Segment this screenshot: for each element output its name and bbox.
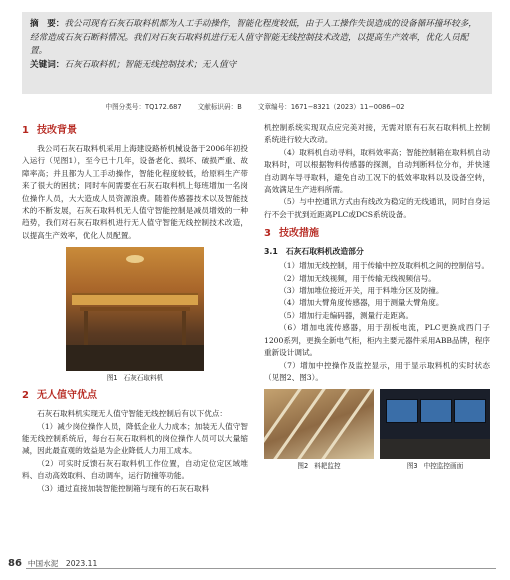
subsection-3-1-title: 石灰石取料机改造部分 xyxy=(285,247,364,257)
section-3-item-6: （6）增加电流传感器，用于刮板电流，PLC更换成西门子1200系列，更换全新电气柜，柜内主要元器件采用ABB品牌，程序重新设计调试。 xyxy=(264,323,490,358)
section-2-item-4: （4）取料机自动寻料，取料效率高；智能控制箱在取料机自动取料时，可以根据物料传感器的探测，自动判断料位分布，并快速自动调车导寻取料，避免自动工况下的低效率取料以及设备空转，高效满足生产进料所需。 xyxy=(264,147,490,195)
monitor-screen xyxy=(386,399,418,423)
section-2-number: 2 xyxy=(22,390,29,402)
figure-1-title: 石灰石取料机 xyxy=(123,374,164,383)
figure-1-caption xyxy=(22,373,248,383)
section-2-item-2: （2）可实时反馈石灰石取料机工作位置，自动定位定区域堆料、自动高效取料、自动调车，运行防撞等功能。 xyxy=(22,458,248,481)
monitor-screen xyxy=(420,399,452,423)
stockpile-floor xyxy=(66,345,204,371)
section-2-intro: 石灰石取料机实现无人值守智能无线控制后有以下优点： xyxy=(37,409,228,419)
article-meta xyxy=(0,101,510,111)
section-2-heading xyxy=(22,389,248,403)
section-2-item-5: （5）与中控通讯方式由有线改为稳定的无线通讯，同时自身运行不会干扰到近距离PLC或DCS系统设备。 xyxy=(264,197,490,219)
keywords-text: 石灰石取料机；智能无线控制技术；无人值守 xyxy=(64,59,237,70)
keywords-label: 关键词： xyxy=(30,59,65,70)
section-3-item-4: （4）增加大臂角度传感器，用于测量大臂角度。 xyxy=(279,298,444,308)
abstract-label: 摘 要： xyxy=(30,19,65,29)
section-3-heading xyxy=(264,227,490,241)
figure-3-title: 中控监控画面 xyxy=(423,462,464,471)
section-2-title: 无人值守优点 xyxy=(36,390,97,402)
abstract-paragraph xyxy=(30,18,484,59)
monitor-screen xyxy=(454,399,486,423)
figures-2-3-row xyxy=(264,389,490,459)
figures-2-3-captions xyxy=(264,461,490,471)
figure-2-image xyxy=(264,389,374,459)
page-footer xyxy=(8,558,97,569)
section-2-item-3: （3）通过直接加装智能控制箱与现有的石灰石取料 xyxy=(37,483,210,493)
figure-1-image xyxy=(66,247,204,371)
section-3-title: 技改措施 xyxy=(278,228,319,240)
figure-1-number: 图1 xyxy=(106,374,118,383)
rake-rib xyxy=(296,389,350,459)
page-number: 86 xyxy=(8,558,22,569)
figure-2-caption xyxy=(264,461,374,471)
figure-3-number: 图3 xyxy=(406,462,418,471)
article-number: 文章编号：1671−8321（2023）11−0086−02 xyxy=(257,103,405,111)
figure-3-caption xyxy=(380,461,490,471)
reclaimer-beam xyxy=(72,293,198,305)
section-3-item-5: （5）增加行走编码器，测量行走距离。 xyxy=(279,310,414,320)
abstract-text: 我公司现有石灰石取料机都为人工手动操作，智能化程度较低，由于人工操作失误造成的设备循环撞坏较多，经常造成石灰石断料情况。我们对石灰石取料机进行无人值守智能无线控制技术改造，以提高生产效率，优化人员配置。 xyxy=(30,19,477,56)
section-1-paragraph: 我公司石灰石取料机采用上海建设路桥机械设备于2006年初投入运行（见图1），至今已十几年，设备老化、损坏、破损严重、故障率高；并且都为人工手动操作，智能化程度较低，给原料生产带来了很大的困扰；同时车间需要在石灰石取料机上每班增加一名岗位操作人员，大大造成人员资源浪费。随着传感器技术以及智能技术的不断发展，石灰石取料机无人值守智能控制是减员增效的一种趋势，我们对石灰石取料机进行无人值守智能无线控制技术改造，以提高生产效率，优化人员配置。 xyxy=(22,144,248,240)
section-2-item-1: （1）减少岗位操作人员，降低企业人力成本；加装无人值守智能无线控制系统后，每台石灰石取料机的岗位操作人员可以大量缩减，因此最直观的效益是为企业降低人力用工成本。 xyxy=(22,421,248,456)
right-column xyxy=(264,122,490,471)
clc-number: 中图分类号：TQ172.687 xyxy=(105,103,182,111)
reclaimer-legs xyxy=(84,311,186,347)
control-desk xyxy=(380,439,490,459)
left-column xyxy=(22,122,248,495)
section-1-title: 技改背景 xyxy=(36,125,77,136)
rake-rib xyxy=(320,389,374,459)
document-code: 文献标识码：B xyxy=(197,103,242,111)
rake-rib xyxy=(272,389,326,459)
subsection-3-1-heading xyxy=(264,246,490,258)
section-3-item-3: （3）增加堆位接近开关，用于料堆分区及防撞。 xyxy=(279,286,444,296)
abstract-box xyxy=(22,12,492,94)
section-3-item-2: （2）增加无线视频，用于传输无线视频信号。 xyxy=(279,273,436,283)
journal-name: 中国水泥 2023.11 xyxy=(27,559,98,568)
keywords-paragraph xyxy=(30,59,484,73)
section-3-item-1: （1）增加无线控制，用于传输中控及取料机之间的控制信号。 xyxy=(279,261,490,271)
section-1-heading xyxy=(22,124,248,138)
ceiling-light xyxy=(126,255,144,263)
figure-3-image xyxy=(380,389,490,459)
subsection-3-1-number: 3.1 xyxy=(264,247,278,257)
section-3-item-7: （7）增加中控操作及监控显示，用于显示取料机的实时状态（见图2、图3）。 xyxy=(264,360,490,382)
section-3-number: 3 xyxy=(264,228,271,240)
figure-2-number: 图2 xyxy=(297,462,309,471)
section-1-number: 1 xyxy=(22,125,29,136)
figure-2-title: 料耙监控 xyxy=(314,462,341,471)
right-continuation: 机控制系统实现双点应完美对接，无需对原有石灰石取料机上控制系统进行较大改动。 xyxy=(264,123,490,145)
